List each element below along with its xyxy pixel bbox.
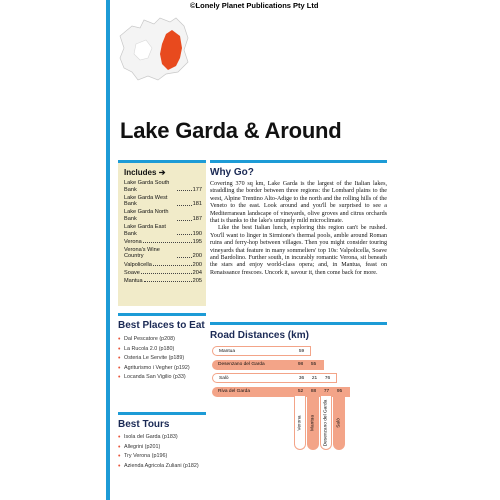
distance-column-label: Mantua (310, 415, 316, 431)
distance-value: 88 (310, 388, 317, 394)
best-places-item (118, 345, 206, 355)
best-places-item-text: Agriturismo i Vegher (p192) (124, 364, 190, 371)
dot-leader (143, 242, 192, 243)
bullet-icon: • (118, 355, 121, 362)
best-tours-item (118, 443, 206, 453)
distance-value: 55 (310, 361, 317, 367)
distance-row-label: Salò (219, 376, 229, 381)
includes-item-name: Valpolicella (124, 261, 152, 268)
best-tours-item (118, 433, 206, 443)
bullet-icon: • (118, 443, 121, 451)
distance-row (212, 387, 350, 397)
includes-item (124, 239, 202, 246)
best-places-item-text: Osteria Le Servite (p189) (124, 355, 185, 361)
distance-column (333, 396, 345, 450)
includes-item (124, 278, 202, 285)
copyright-notice: ©Lonely Planet Publications Pty Ltd (190, 1, 319, 10)
best-places-item (118, 364, 206, 374)
includes-list (118, 180, 206, 284)
page-title: Lake Garda & Around (120, 118, 342, 143)
bullet-icon: • (118, 336, 121, 343)
best-tours-section (118, 412, 206, 471)
best-places-item (118, 354, 206, 364)
bullet-icon: • (118, 453, 121, 460)
dot-leader (177, 190, 192, 191)
road-distances-section (210, 322, 387, 341)
dot-leader (177, 205, 192, 206)
road-distances-heading: Road Distances (km) (210, 330, 309, 341)
why-go-heading: Why Go? (210, 167, 254, 178)
distance-value: 21 (311, 376, 318, 381)
best-tours-heading: Best Tours (118, 419, 170, 430)
why-go-paragraph: Like the best Italian lunch, exploring this region can't be rushed. You'll want to linger in Sirmione's thermal pools, amble around Roman ruins and ferry-hop between villages. Then you might consider touring vineyards that feature in many sommeliers' top 10s: Valpolicella, Soave and Bardolino. Further south, in incurably romantic Verona, sit beneath the stars and enjoy world-class opera; and, in Mantua, feast on Renaissance frescoes. Uncork it, savour it, then come back for more. (210, 225, 387, 276)
includes-item-page: 190 (192, 230, 202, 237)
best-places-list (118, 335, 206, 383)
includes-item-page: 200 (192, 253, 202, 260)
includes-item-page: 204 (192, 269, 202, 276)
best-tours-item-text: Allegrini (p201) (124, 443, 161, 450)
includes-item-page: 205 (192, 277, 202, 284)
best-places-item-text: Dal Pescatore (p208) (124, 336, 175, 342)
includes-item-name: Verona's Wine Country (124, 246, 160, 260)
includes-item-name: Mantua (124, 277, 143, 284)
best-tours-item (118, 452, 206, 462)
best-tours-item-text: Try Verona (p196) (124, 453, 168, 459)
includes-item (124, 180, 202, 193)
bullet-icon: • (118, 374, 121, 381)
bullet-icon: • (118, 434, 121, 441)
best-tours-item-text: Isola del Garda (p183) (124, 434, 178, 440)
includes-item (124, 247, 202, 260)
distance-column (307, 396, 319, 450)
distance-value: 52 (297, 388, 304, 394)
includes-item-name: Lake Garda South Bank (124, 180, 170, 193)
why-go-paragraph: Covering 370 sq km, Lake Garda is the largest of the Italian lakes, straddling the border between three regions: the Lombard plains to the west, Alpine Trentino Alto-Adige to the north and the rolling hills of the Veneto to the east. Look around and you'll be surprised to see a Mediterranean landscape of vineyards, olive groves and citrus orchards that is thanks to the lake's uniquely mild microclimate. (210, 181, 387, 225)
includes-item-name: Lake Garda North Bank (124, 209, 169, 222)
distance-value: 95 (336, 388, 343, 394)
best-tours-item (118, 462, 206, 472)
includes-item-name: Lake Garda East Bank (124, 224, 166, 237)
section-rule (210, 160, 387, 163)
includes-item-page: 195 (192, 238, 202, 245)
distance-value: 76 (324, 376, 331, 381)
distance-value: 36 (298, 376, 305, 381)
dot-leader (177, 257, 192, 258)
why-go-section (210, 160, 387, 277)
includes-item (124, 195, 202, 208)
distance-row-label: Riva del Garda (218, 388, 250, 394)
dot-leader (144, 281, 192, 282)
bullet-icon: • (118, 364, 121, 372)
best-places-heading: Best Places to Eat (118, 320, 205, 331)
distance-row-label: Mantua (219, 349, 235, 354)
distance-row (212, 346, 311, 356)
includes-item-page: 181 (192, 201, 202, 208)
distance-value: 59 (298, 349, 305, 354)
section-rule (118, 412, 206, 415)
includes-item-name: Soave (124, 269, 140, 276)
includes-item (124, 262, 202, 269)
best-places-item-text: Locanda San Vigilio (p33) (124, 374, 186, 380)
best-tours-item-text: Azienda Agricola Zuliani (p182) (124, 462, 199, 469)
dot-leader (177, 234, 192, 235)
includes-item (124, 209, 202, 222)
best-places-section (118, 313, 206, 383)
best-tours-list (118, 433, 206, 471)
distance-row (212, 373, 337, 383)
locator-map (118, 14, 192, 86)
includes-item (124, 270, 202, 277)
distance-value: 77 (323, 388, 330, 394)
includes-item-page: 177 (192, 186, 202, 193)
distance-column (294, 396, 306, 450)
page-edge-bar (106, 0, 110, 500)
section-rule (210, 322, 387, 325)
distance-column-label: Verona (297, 414, 303, 431)
bullet-icon: • (118, 462, 121, 470)
includes-item-page: 200 (192, 261, 202, 268)
distance-column-label: Salò (336, 418, 342, 428)
best-places-item-text: La Rucola 2.0 (p180) (124, 345, 175, 352)
right-arrow-icon: ➔ (158, 168, 166, 177)
section-rule (118, 313, 206, 316)
best-places-item (118, 335, 206, 345)
best-places-item (118, 373, 206, 383)
dot-leader (177, 220, 192, 221)
includes-heading: Includes ➔ (124, 168, 166, 177)
distance-value: 98 (297, 361, 304, 367)
road-distance-table (212, 346, 362, 466)
includes-box (118, 160, 206, 306)
dot-leader (153, 265, 192, 266)
includes-item (124, 224, 202, 237)
distance-column (320, 396, 332, 450)
includes-item-page: 187 (192, 215, 202, 222)
includes-item-name: Verona (124, 238, 142, 245)
distance-row (212, 360, 324, 370)
distance-row-label: Desenzano del Garda (218, 361, 265, 367)
dot-leader (141, 273, 192, 274)
includes-item-name: Lake Garda West Bank (124, 194, 168, 208)
bullet-icon: • (118, 345, 121, 353)
distance-column-label: Desenzano del Garda (323, 399, 329, 446)
